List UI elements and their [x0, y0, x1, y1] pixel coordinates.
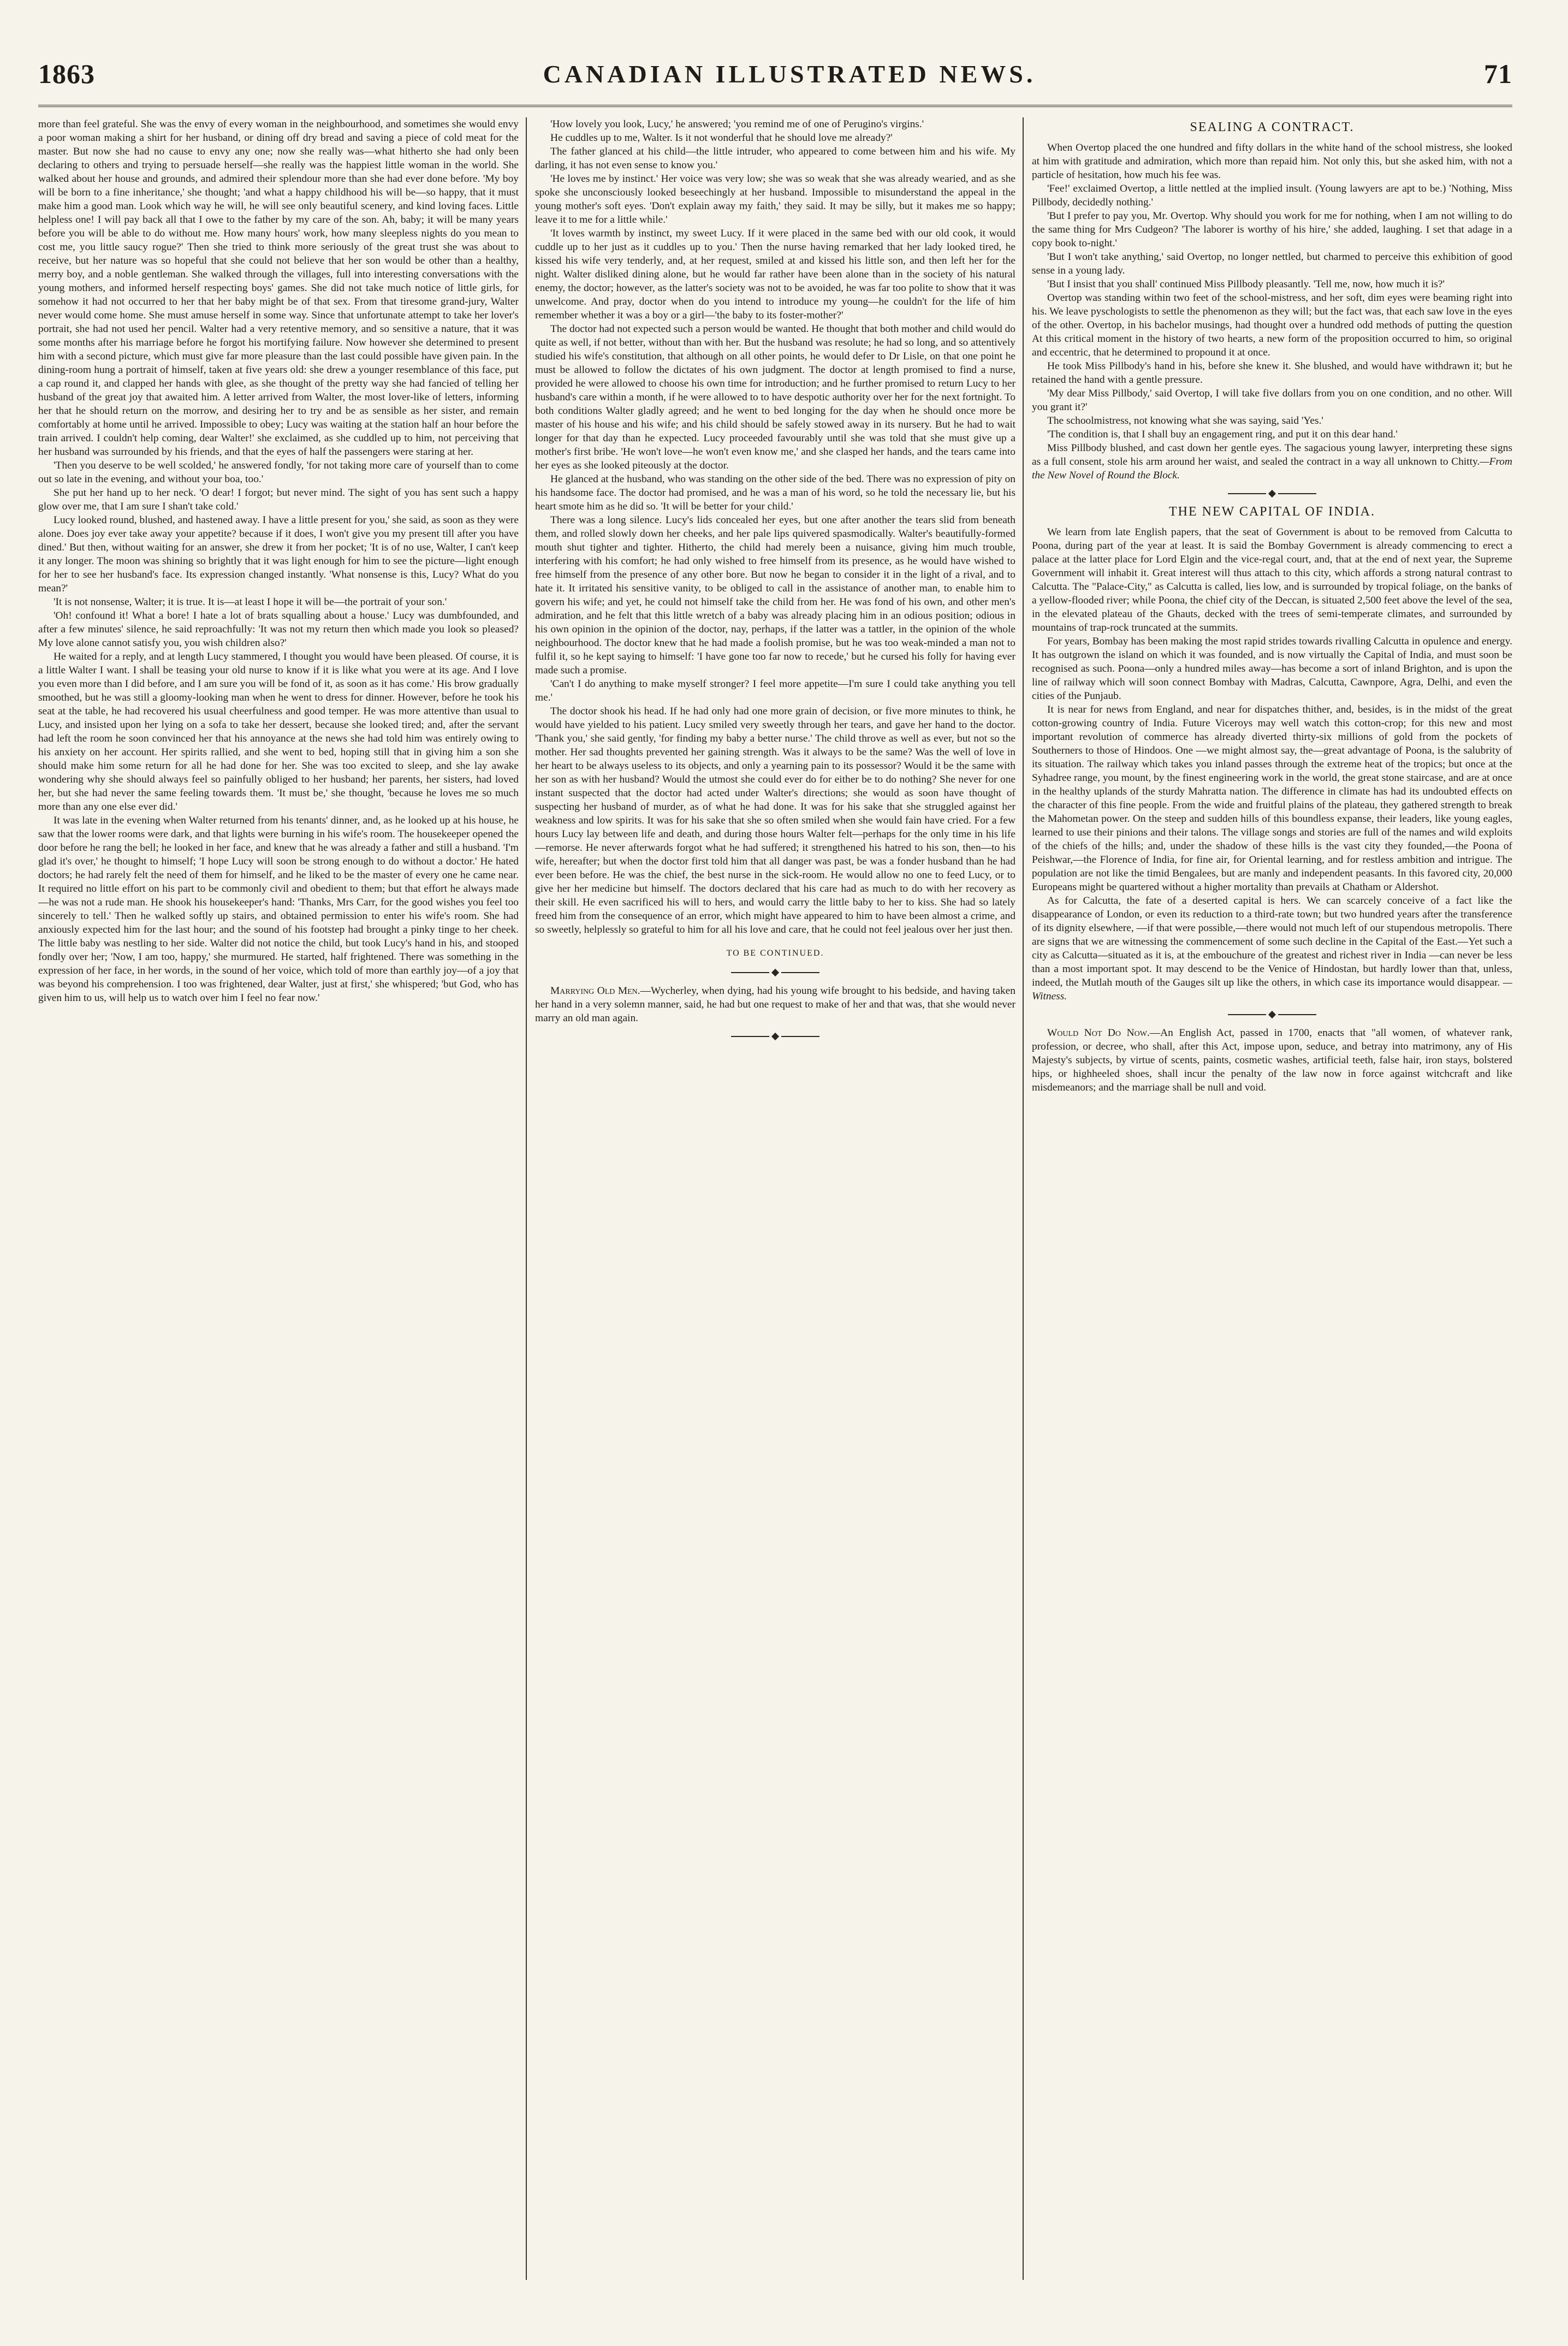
story-paragraph: 'Can't I do anything to make myself stronger? I feel more appetite—I'm sure I could take anything you tell me.' [535, 678, 1015, 703]
article-heading-new-capital-of-india: THE NEW CAPITAL OF INDIA. [1168, 505, 1376, 519]
to-be-continued-label: TO BE CONTINUED. [726, 949, 824, 958]
story-paragraph: The father glanced at his child—the little intruder, who appeared to come between him and his wife. My darling, it has not even sense to know you.' [535, 146, 1015, 171]
note-runin: Would Not Do Now. [1047, 1027, 1150, 1039]
section-ornament [535, 969, 1015, 976]
publication-title: CANADIAN ILLUSTRATED NEWS. [543, 60, 1036, 88]
article-paragraph-text: Miss Pillbody blushed, and cast down her gentle eyes. The sagacious young lawyer, interpreting these signs as a full consent, stole his arm around her waist, and sealed the contract in a way all unknown to Chitty. [1032, 442, 1512, 467]
article-paragraph [1032, 441, 1512, 482]
page-header [38, 55, 1512, 93]
story-paragraph: 'He loves me by instinct.' Her voice was very low; she was so weak that she was already wearied, and as she spoke she unconsciously looked beseechingly at her husband. Impossible to misunderstand the appeal in the young mother's soft eyes. 'Don't explain away my faith,' they said. It may be silly, but it makes me so happy; leave it to me for a little while.' [535, 173, 1015, 226]
article-paragraph: When Overtop placed the one hundred and fifty dollars in the white hand of the school mistress, she looked at him with gratitude and admiration, which more than repaid him. Not only this, but she asked him, with not a particle of hesitation, how much his fee was. [1032, 142, 1512, 181]
section-ornament [1032, 490, 1512, 497]
article-paragraph: 'But I insist that you shall' continued Miss Pillbody pleasantly. 'Tell me, now, how much it is?' [1047, 279, 1445, 290]
column-2-story-continuation [535, 117, 1015, 2302]
column-divider [1023, 117, 1024, 2280]
miscellany-text: —Wycherley, when dying, had his young wife brought to his bedside, and having taken her hand in a very solemn manner, said, he had but one request to make of her and that was, that she would never marry an old man again. [535, 985, 1015, 1024]
story-paragraph: Lucy looked round, blushed, and hastened away. I have a little present for you,' she said, as soon as they were alone. Does joy ever take away your appetite? because if it does, I won't give you my present till after you have dined.' But then, without waiting for an answer, she drew it from her pocket; 'It is of no use, Walter, I can't keep it any longer. The moon was shining so brightly that it was light enough for him to see the picture—light enough for her to see her husband's face. Its expression changed instantly. 'What nonsense is this, Lucy? What do you mean?' [38, 514, 519, 594]
column-1-story-continuation [38, 117, 519, 2302]
section-ornament [535, 1033, 1015, 1040]
section-ornament [1032, 1011, 1512, 1018]
story-paragraph: She put her hand up to her neck. 'O dear! I forgot; but never mind. The sight of you has sent such a happy glow over me, that I am sure I shan't take cold.' [38, 487, 519, 512]
page-number: 71 [1484, 58, 1512, 89]
story-paragraph: He waited for a reply, and at length Lucy stammered, I thought you would have been pleased. Of course, it is a little Walter I want. I shall be teasing your old nurse to know if it is like what you were at its age. And I love you even more than I did before, and I am sure you will be fond of it, as soon as it has come.' His brow gradually smoothed, but he was still a gloomy-looking man when he went to dress for dinner. However, before he took his seat at the table, he had recovered his usual cheerfulness and good temper. He was more attentive than usual to Lucy, and insisted upon her lying on a sofa to take her dessert, because she looked tired; and, after the servant had left the room he soon convinced her that his annoyance at the news she had told him was entirely owing to his anxiety on her account. Her spirits rallied, and she went to bed, hoping still that in giving him a son she should make him some return for all he had done for her. She was too excited to sleep, and she lay awake wondering why she should always feel so painfully obliged to her husband; her parents, her sisters, had loved her, but she had never the same feeling towards them. 'It must be,' she thought, 'because he loves me so much more than any one else ever did.' [38, 651, 519, 813]
column-divider [526, 117, 527, 2280]
article-attribution: —Witness. [1032, 977, 1512, 1002]
article-paragraph: Overtop was standing within two feet of the school-mistress, and her soft, dim eyes were beaming right into his. We leave pyschologists to settle the phenomenon as they will; but the fact was, that each saw love in the eyes of the other. Overtop, in his bachelor musings, had thought over a hundred odd methods of putting the question At this critical moment in the history of two hearts, a new form of the proposition occurred to him, so original and eccentric, that he determined to propound it at once. [1032, 292, 1512, 358]
header-rule [38, 105, 1512, 107]
story-paragraph: more than feel grateful. She was the envy of every woman in the neighbourhood, and sometimes she would envy a poor woman making a shirt for her husband, or dining off dry bread and saving a piece of cold meat for the master. But now she had no cause to envy any one; now she really was—what hitherto she had only been declaring to others and trying to persuade herself—she really was the happiest little woman in the world. She walked about her house and grounds, and admired their splendour more than she had ever done before. 'My boy will be born to a fine inheritance,' she thought; 'and what a happy childhood his will be—so happy, that it must make him a good man. Look which way he will, he will see only beautiful scenery, and kind loving faces. Little helpless one! I will pay back all that I owe to the father by my care of the son. Ah, baby; it will be many years before you will be able to do without me. How many hours' work, how many sleepless nights do you mean to cost me, you little saucy rogue?' Then she tried to think more seriously of the great trust she was about to receive, but her nature was so hopeful that she could not believe that her son would be other than a healthy, merry boy, and a noble gentleman. She walked through the villages, full into interesting conversations with the young mothers, and informed herself respecting boys' games. She did not take much notice of little girls, for somehow it had not occurred to her that her baby might be of that sex. From that tiresome grand-jury, Walter never would come home. She must amuse herself in some way. Since that unfortunate attempt to take her lover's portrait, she had not used her pencil. Walter had a very retentive memory, and so sensitive a nature, that it was some months after his marriage before he forgot his mortifying failure. Now however she determined to present him with a second picture, which must give far more pleasure than the last could possible have given pain. In the dining-room hung a portrait of himself, taken at five years old: she drew a younger resemblance of this face, put a cap round it, and clapped her hands with glee, as she thought of the pretty way she had fancied of telling her husband of the great joy that awaited him. A letter arrived from Walter, the most lover-like of letters, informing her that he should return on the morrow, and desiring her to try and be as sensible as her sister, and remain comfortably at home until he arrived. Impossible to obey; Lucy was waiting at the station half an hour before the train arrived. I couldn't help coming, dear Walter!' she exclaimed, as she cuddled up to him, not perceiving that her husband was surrounded by his friends, and that the eyes of half the passengers were staring at her. [38, 119, 519, 458]
article-attribution: —From the New Novel of Round the Block. [1032, 456, 1512, 481]
column-3-articles [1032, 117, 1512, 2302]
story-paragraph: He cuddles up to me, Walter. Is it not wonderful that he should love me already?' [550, 132, 893, 144]
note-text: —An English Act, passed in 1700, enacts that "all women, of whatever rank, profession, or decree, who shall, after this Act, impose upon, seduce, and betray into matrimony, any of His Majesty's subjects, by virtue of scents, paints, cosmetic washes, artificial teeth, false hair, iron stays, bolstered hips, or highheeled shoes, shall incur the penalty of the law now in force against witchcraft and like misdemeanors; and the marriage shall be null and void. [1032, 1027, 1512, 1093]
story-paragraph: 'How lovely you look, Lucy,' he answered; 'you remind me of one of Perugino's virgins.' [550, 119, 924, 130]
story-paragraph: 'It loves warmth by instinct, my sweet Lucy. If it were placed in the same bed with our old cook, it would cuddle up to her just as it cuddles up to you.' Then the nurse having remarked that her lady looked tired, he kissed his wife very tenderly, and, at her request, smiled at and kissed his little son, and then left her for the night. Walter disliked dining alone, but he would far rather have been alone than in the society of his natural enemy, the doctor; however, as the latter's society was not to be avoided, he was far too polite to show that it was unwelcome. And pray, doctor when do you intend to introduce my young—he couldn't for the life of him remember whether it was a boy or a girl—'the baby to its foster-mother?' [535, 228, 1015, 321]
story-paragraph: The doctor shook his head. If he had only had one more grain of decision, or five more minutes to think, he would have yielded to his patient. Lucy smiled very sweetly through her tears, and gave her hand to the doctor. 'Thank you,' she said gently, 'for finding my baby a better nurse.' The child throve as well as ever, but not so the mother. Her sad thoughts prevented her gaining strength. Was it always to be the same? Was the well of love in her heart to be always useless to its objects, and only a yearning pain to its possessor? Would it be the same with her son as with her husband? Would the utmost she could ever do for either be to do nothing? She never for one instant suspected that the doctor had acted under Walter's directions; she would as soon have thought of suspecting her husband of murder, as of what he had done. It was for his sake that she struggled against her weakness and low spirits. It was for his sake that she so often smiled when she would fain have cried. For a few hours Lucy lay between life and death, and during those hours Walter felt—perhaps for the only time in his life—remorse. He never afterwards forgot what he had suffered; it strengthened his hatred to his son, then—to his wife, hereafter; but when the doctor first told him that all danger was past, be was a fonder husband than he had ever been before. He was the chief, the best nurse in the sick-room. He would allow no one to feed Lucy, or to give her her medicine but himself. The doctors declared that his care had as much to do with her recovery as their skill. He even sacrificed his will to hers, and would carry the little baby to her to kiss. She had so lately freed him from the consequence of an error, which might have appeared to him to have been almost a crime, and so sweetly, helplessly so grateful to him for all his love and care, that he could not feel jealous over her just then. [535, 706, 1015, 935]
story-paragraph: There was a long silence. Lucy's lids concealed her eyes, but one after another the tears slid from beneath them, and rolled slowly down her cheeks, and her pale lips quivered spasmodically. Walter's beautifully-formed mouth shut tighter and tighter. Hitherto, the child had merely been a nuisance, giving him much trouble, interfering with his comfort; he had only wished to free himself from its presence, as he would have wished to free himself from the presence of any other bore. But now he began to consider it in the light of a rival, and to hate it. It irritated his sensitive vanity, to be obliged to call in the assistance of another man, to enable him to govern his wife; and yet, he could not himself take the child from her. He was fond of his own, and other men's admiration, and he felt that this little wretch of a baby was already placing him in an odious position; odious in his own opinion in the opinion of the doctor, nay, perhaps, if the latter was a tattler, in the opinion of the whole neighbourhood. The doctor knew that he had made a foolish promise, but he was too weak-minded a man not to fulfil it, so he kept saying to himself: 'I have gone too far now to recede,' but he cursed his folly for having ever made such a promise. [535, 514, 1015, 676]
story-paragraph: 'Then you deserve to be well scolded,' he answered fondly, 'for not taking more care of yourself than to come out so late in the evening, and without your boa, too.' [38, 460, 519, 485]
article-paragraph: 'The condition is, that I shall buy an engagement ring, and put it on this dear hand.' [1047, 429, 1398, 440]
note-paragraph [1032, 1026, 1512, 1094]
article-paragraph: The schoolmistress, not knowing what she was saying, said 'Yes.' [1047, 415, 1323, 426]
article-paragraph: 'But I won't take anything,' said Overtop, no longer nettled, but charmed to perceive this exhibition of good sense in a young lady. [1032, 251, 1512, 276]
article-paragraph: 'But I prefer to pay you, Mr. Overtop. Why should you work for me for nothing, when I am not willing to do the same thing for Mrs Cudgeon? 'The laborer is worthy of his hire,' she added, laughing. I set that adage in a copy book to-night.' [1032, 210, 1512, 249]
story-paragraph: The doctor had not expected such a person would be wanted. He thought that both mother and child would do quite as well, if not better, without than with her. But the husband was resolute; he had so long, and so attentively studied his wife's constitution, that although on all other points, he would defer to Dr Lisle, on that one point he must be allowed to follow the dictates of his own judgment. The doctor at length promised to find a nurse, provided he were allowed to choose his own time for introduction; and he further promised to return Lucy to her husband's care within a month, if he were allowed to to have despotic authority over her for the next fortnight. To both conditions Walter gladly agreed; and he went to bed longing for the day when he should once more be master of his house and his wife; and his child should be safely stowed away in its nursery. But he had to wait longer for that day than he expected. Lucy proceeded favourably until she was told that she must give up a mother's first bribe. 'He won't love—he won't even know me,' and she clasped her hands, and the tears came into her eyes as she looked piteously at the doctor. [535, 323, 1015, 471]
article-paragraph: 'Fee!' exclaimed Overtop, a little nettled at the implied insult. (Young lawyers are apt to be.) 'Nothing, Miss Pillbody, decidedly nothing.' [1032, 183, 1512, 208]
article-paragraph-text: As for Calcutta, the fate of a deserted capital is hers. We can scarcely conceive of a fact like the disappearance of London, or even its reduction to a third-rate town; but two hundred years after the transference of its dignity elsewhere, —if that were possible,—there would not much left of our stupendous metropolis. There are signs that we are witnessing the commencement of some such decline in the Capital of the East.—Yet such a city as Calcutta—situated as it is, at the embouchure of the greatest and richest river in India —can never be less than a most important spot. It may descend to be the Venice of Hindostan, but hardly lower than that, unless, indeed, the Mutlah mouth of the Gauges silt up like the others, in which case its importance would disappear. [1032, 895, 1512, 988]
article-heading-sealing-a-contract: SEALING A CONTRACT. [1190, 120, 1355, 134]
story-paragraph: 'It is not nonsense, Walter; it is true. It is—at least I hope it will be—the portrait of your son.' [54, 596, 447, 608]
article-paragraph: He took Miss Pillbody's hand in his, before she knew it. She blushed, and would have withdrawn it; but he retained the hand with a gentle pressure. [1032, 360, 1512, 386]
miscellany-paragraph [535, 984, 1015, 1025]
article-paragraph [1032, 894, 1512, 1003]
story-paragraph: 'Oh! confound it! What a bore! I hate a lot of brats squalling about a house.' Lucy was dumbfounded, and after a few minutes' silence, he said reproachfully: 'It was not my return then which made you look so pleased? My love alone cannot satisfy you, you wish children also?' [38, 610, 519, 649]
issue-year: 1863 [38, 58, 95, 89]
miscellany-runin: Marrying Old Men. [550, 985, 640, 997]
article-paragraph: It is near for news from England, and near for dispatches thither, and, besides, is in the midst of the great cotton-growing country of India. Future Viceroys may well watch this cotton-crop; for this new and most important revolution of commerce has already diverted thirty-six millions of gold from the pockets of Southerners to those of Hindoos. One —we might almost say, the—great advantage of Poona, is the salubrity of its situation. The railway which takes you inland passes through the extreme heat of the tropics; but once at the Syhadree range, you mount, by the finest engineering work in the world, the great stone staircase, and are at once in the healthy uplands of the sturdy Mahratta nation. The difference in climate has had its undoubted effects on the character of this fine people. From the wide and fruitful plains of the plateau, they gathered strength to break the Mahometan power. On the steep and sudden hills of this boundless expanse, their leaders, like young eagles, learned to use their pinions and their talons. The village songs and stories are full of the names and wild exploits of the chiefs of the hills; and, under the shadow of these hills is the vast city they founded,—the Poona of Peishwar,—the Florence of India, for fine air, for Oriental learning, and for restless ambition and intrigue. The population are not like the timid Bengalees, but are manly and independent peasants. In this favored city, 20,000 Europeans might be quartered without a higher mortality than prevails at Chatham or Aldershot. [1032, 704, 1512, 893]
story-paragraph: It was late in the evening when Walter returned from his tenants' dinner, and, as he looked up at his house, he saw that the lower rooms were dark, and that lights were burning in his wife's room. The housekeeper opened the door before he rang the bell; he looked in her face, and knew that he was already a father and still a husband. 'I'm glad it's over,' he thought to himself; 'I hope Lucy will soon be strong enough to do without a doctor.' He hated doctors; he had rarely felt the need of them for himself, and he liked to be the master of every one he came near. It required no little effort on his part to be commonly civil and obedient to them; but that effort he always made—he was not a rude man. He shook his housekeeper's hand: 'Thanks, Mrs Carr, for the good wishes you feel too sincerely to tell.' Then he walked softly up stairs, and obtained permission to enter his wife's room. She had anxiously expected him for the last hour; and the sound of his footstep had brought a pinky tinge to her cheek. The little baby was nestling to her side. Walter did not notice the child, but took Lucy's hand in his, and stooped fondly over her; 'Now, I am too, happy,' she murmured. He started, half frightened. There was something in the expression of her face, in her words, in the sound of her voice, which told of more than earthly joy—of a joy that was beyond his comprehension. I too was frightened, dear Walter, just at first,' she whispered; 'but God, who has given him to us, will help us to watch over him I feel no fear now.' [38, 815, 519, 1004]
article-paragraph: We learn from late English papers, that the seat of Government is about to be removed from Calcutta to Poona, during part of the year at least. It is said the Bombay Government is already commencing to erect a palace at the latter place for Lord Elgin and the vice-regal court, and, that at the end of next year, the Supreme Government will inhabit it. Great interest will thus attach to this city, which affords a strong natural contrast to Calcutta. The "Palace-City," as Calcutta is called, lies low, and is surrounded by tropical foliage, on the banks of a yellow-flooded river; while Poona, the chief city of the Deccan, is situated 2,500 feet above the level of the sea, in the elevated plateau of the Ghauts, decked with the trees of semi-temperate climates, and surrounded by mountains of trap-rock truncated at the summits. [1032, 526, 1512, 633]
article-paragraph: 'My dear Miss Pillbody,' said Overtop, I will take five dollars from you on one condition, and no other. Will you grant it?' [1032, 388, 1512, 413]
story-paragraph: He glanced at the husband, who was standing on the other side of the bed. There was no expression of pity on his handsome face. The doctor had promised, and he was a man of his word, so he told the necessary lie, but his heart smote him as he did so. 'It will be better for your child.' [535, 473, 1015, 512]
article-paragraph: For years, Bombay has been making the most rapid strides towards rivalling Calcutta in opulence and energy. It has outgrown the island on which it was founded, and is now virtually the Capital of India, and must soon be recognised as such. Poona—only a hundred miles away—has become a sort of inland Brighton, and is upon the line of railway which will soon connect Bombay with Madras, Calcutta, Cawnpore, Agra, Delhi, and even the cities of the Punjaub. [1032, 636, 1512, 702]
